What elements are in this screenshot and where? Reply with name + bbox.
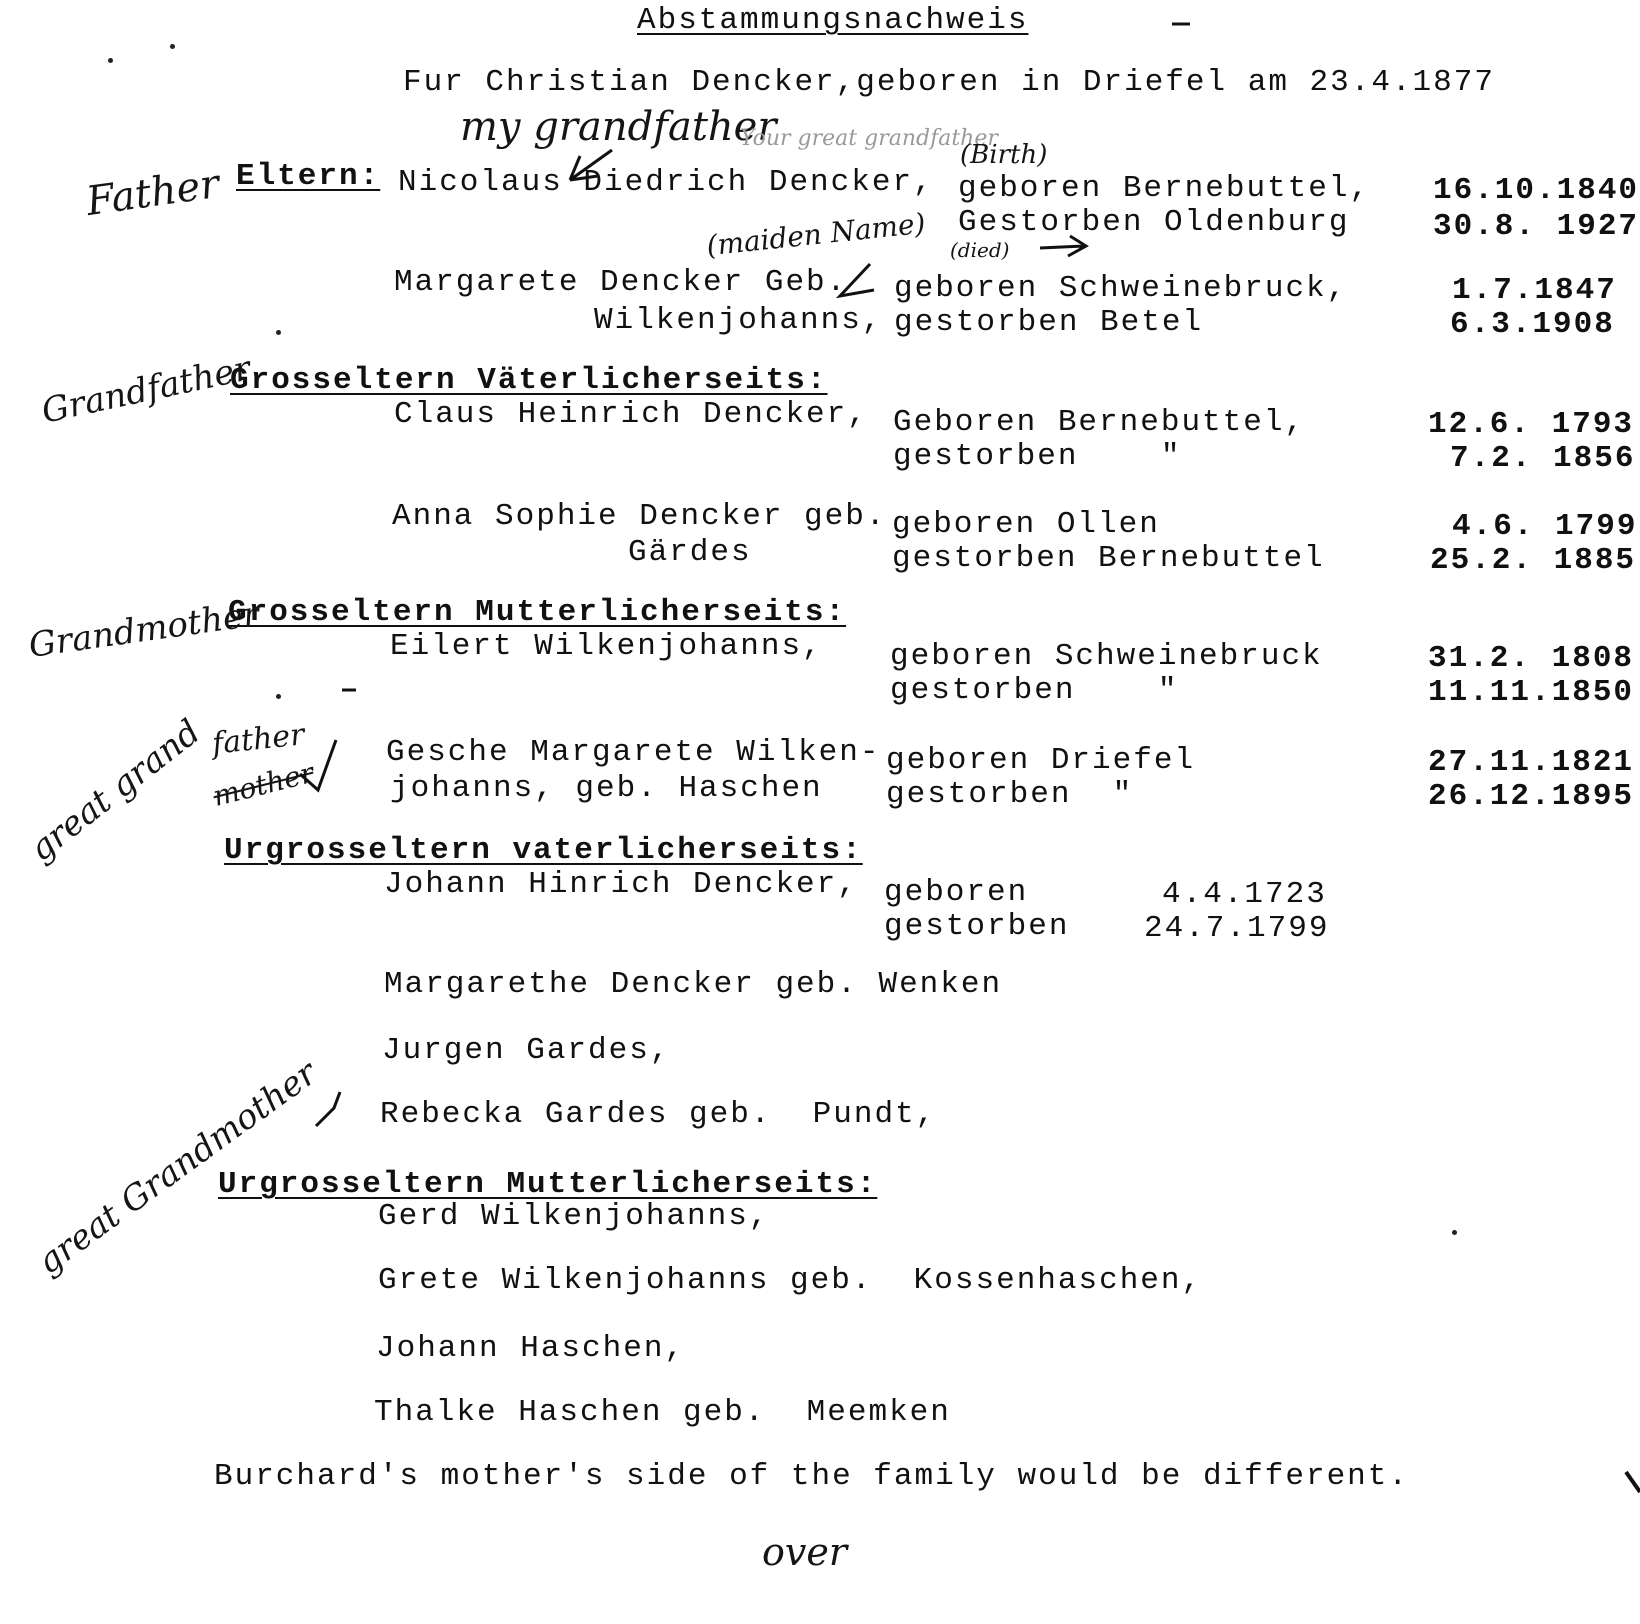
handwritten-maiden-name: (maiden Name): [704, 206, 927, 263]
um-person-2: Grete Wilkenjohanns geb. Kossenhaschen,: [378, 1263, 1203, 1298]
subject-line: Fur Christian Dencker,geboren in Driefel am 23.4.1877: [403, 65, 1495, 100]
gv-p1-date-died: 7.2. 1856: [1450, 441, 1636, 476]
father-date-died: 30.8. 1927: [1433, 209, 1640, 244]
gm-p1-died: gestorben ": [890, 673, 1179, 708]
gv-p2-born: geboren Ollen: [892, 507, 1160, 542]
gv-p2-died: gestorben Bernebuttel: [892, 541, 1325, 576]
um-person-3: Johann Haschen,: [376, 1331, 686, 1366]
gv-p1-born: Geboren Bernebuttel,: [893, 405, 1306, 440]
speck: [1452, 1230, 1457, 1235]
father-born: geboren Bernebuttel,: [958, 171, 1371, 206]
urgrosseltern-mutter-heading: Urgrosseltern Mutterlicherseits:: [218, 1167, 878, 1202]
gm-p2-name-2: johanns, geb. Haschen: [390, 771, 823, 806]
uv-person-3: Jurgen Gardes,: [382, 1033, 671, 1068]
handwritten-mother-struck: mother: [209, 756, 318, 813]
gm-p1-name: Eilert Wilkenjohanns,: [390, 629, 823, 664]
father-date-born: 16.10.1840: [1433, 173, 1640, 208]
handwritten-great-grand: great grand: [22, 711, 209, 870]
speck: [108, 58, 113, 63]
document-title: Abstammungsnachweis: [637, 3, 1029, 38]
uv-p1-died: gestorben: [884, 909, 1070, 944]
checkmark-1: [300, 740, 336, 790]
gm-p2-born: geboren Driefel: [886, 743, 1196, 778]
handwritten-died: (died): [950, 238, 1010, 262]
mother-name-1: Margarete Dencker Geb.: [394, 265, 848, 300]
footer-note: Burchard's mother's side of the family would be different.: [214, 1459, 1409, 1494]
um-person-1: Gerd Wilkenjohanns,: [378, 1199, 770, 1234]
father-name: Nicolaus Diedrich Dencker,: [398, 165, 934, 200]
speck: [170, 44, 175, 49]
handwritten-father-small: father: [210, 717, 307, 762]
gv-p2-name-2: Gärdes: [628, 535, 752, 570]
handwritten-birth: (Birth): [960, 140, 1048, 170]
speck: [276, 694, 281, 699]
grosseltern-vater-heading: Grosseltern Väterlicherseits:: [230, 363, 828, 398]
checkmark-2: [316, 1092, 340, 1126]
gm-p2-name-1: Gesche Margarete Wilken-: [386, 735, 881, 770]
speck: [276, 330, 281, 335]
arrow-to-eltern: [570, 150, 612, 180]
handwritten-my-grandfather: my grandfather: [460, 104, 777, 150]
uv-p1-name: Johann Hinrich Dencker,: [384, 867, 858, 902]
urgrosseltern-vater-heading: Urgrosseltern vaterlicherseits:: [224, 833, 863, 868]
gm-p2-date-died: 26.12.1895: [1428, 779, 1635, 814]
handwritten-great-grandmother: great Grandmother: [30, 1053, 325, 1283]
handwritten-over: over: [762, 1530, 847, 1574]
gv-p1-date-born: 12.6. 1793: [1428, 407, 1635, 442]
died-arrow: [1040, 236, 1086, 256]
mother-date-died: 6.3.1908: [1450, 307, 1615, 342]
uv-person-4: Rebecka Gardes geb. Pundt,: [380, 1097, 937, 1132]
gv-p2-name-1: Anna Sophie Dencker geb.: [392, 499, 887, 534]
mother-born: geboren Schweinebruck,: [894, 271, 1348, 306]
handwritten-father: Father: [83, 160, 223, 226]
mother-date-born: 1.7.1847: [1452, 273, 1617, 308]
uv-person-2: Margarethe Dencker geb. Wenken: [384, 967, 1003, 1002]
eltern-heading: Eltern:: [236, 159, 381, 194]
handwritten-faint-line: Your great grandfather: [740, 126, 998, 151]
maiden-name-arrow: [840, 264, 874, 296]
gv-p1-died: gestorben ": [893, 439, 1182, 474]
gv-p2-date-born: 4.6. 1799: [1452, 509, 1638, 544]
um-person-4: Thalke Haschen geb. Meemken: [374, 1395, 951, 1430]
mother-died: gestorben Betel: [894, 305, 1204, 340]
gm-p1-date-born: 31.2. 1808: [1428, 641, 1635, 676]
gm-p1-born: geboren Schweinebruck: [890, 639, 1323, 674]
gm-p2-date-born: 27.11.1821: [1428, 745, 1635, 780]
gm-p2-died: gestorben ": [886, 777, 1134, 812]
handwritten-grandfather: Grandfather: [38, 348, 254, 432]
grosseltern-mutter-heading: Grosseltern Mutterlicherseits:: [228, 595, 847, 630]
uv-p1-date-born: 4.4.1723: [1162, 877, 1327, 912]
uv-p1-date-died: 24.7.1799: [1144, 911, 1330, 946]
uv-p1-born: geboren: [884, 875, 1029, 910]
handwritten-grandmother: Grandmother: [26, 594, 262, 666]
gm-p1-date-died: 11.11.1850: [1428, 675, 1635, 710]
right-edge-mark: [1626, 1472, 1640, 1492]
father-died: Gestorben Oldenburg: [958, 205, 1350, 240]
gv-p2-date-died: 25.2. 1885: [1430, 543, 1637, 578]
mother-name-2: Wilkenjohanns,: [594, 303, 883, 338]
gv-p1-name: Claus Heinrich Dencker,: [394, 397, 868, 432]
